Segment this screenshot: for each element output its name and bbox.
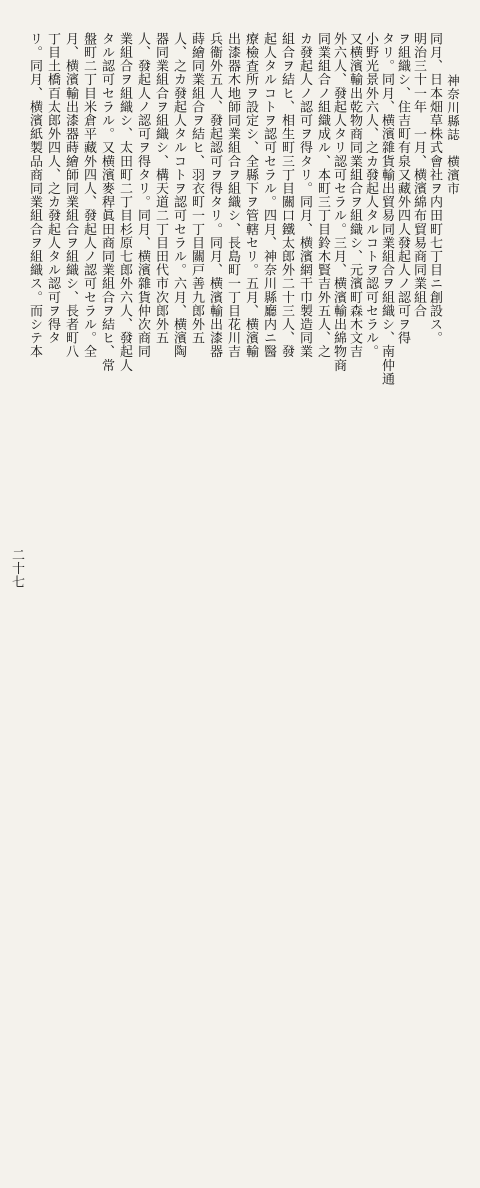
text-column-21: 出漆器木地師同業組合ヲ組織シ、長島町一丁目花川吉 xyxy=(225,32,240,359)
text-column-27: 業組合ヲ組織シ、太田町二丁目杉原七郎外六人、發起人 xyxy=(117,32,132,372)
text-column-10: 明治三十一年 一月、横濱綿布貿易商同業組合 xyxy=(411,32,426,318)
running-head: 神奈川縣誌 横濱市 xyxy=(445,74,461,196)
text-column-14: 又横濱輸出乾物商同業組合ヲ組織シ、元濱町森木文吉 xyxy=(347,32,362,359)
page-number: 二十七 xyxy=(9,548,24,589)
text-column-11: ヲ組織シ、住吉町有泉又藏外四人發起人ノ認可ヲ得 xyxy=(395,32,410,345)
text-column-23: 蒔繪同業組合ヲ結ヒ、羽衣町一丁目關戸善九郎外五 xyxy=(189,32,204,345)
text-column-29: 盤町二丁目米倉平藏外四人、發起人ノ認可セラル。全 xyxy=(81,32,96,359)
text-column-13: 小野光景外六人、之カ發起人タルコトヲ認可セラル。 xyxy=(363,32,378,359)
text-column-16: 同業組合ノ組織成ル、本町三丁目鈴木賢吉外五人、之 xyxy=(315,32,330,359)
text-column-15: 外六人、發起人タリ認可セラル。三月、横濱輸出綿物商 xyxy=(331,32,346,372)
text-column-26: 人、發起人ノ認可ヲ得タリ。同月、横濱雜貨仲次商同 xyxy=(135,32,150,359)
text-column-24: 人、之カ發起人タルコトヲ認可セラル。六月、横濱陶 xyxy=(171,32,186,359)
text-column-31: 丁目土橋百太郎外四人、之カ發起人タル認可ヲ得タ xyxy=(45,32,60,345)
text-column-18: 組合ヲ結ヒ、相生町三丁目關口鐵太郎外二十三人、發 xyxy=(279,32,294,359)
text-column-32: リ。同月、横濱紙製品商同業組合ヲ組織ス。而シテ本 xyxy=(27,32,42,359)
text-column-17: カ發起人ノ認可ヲ得タリ。同月、横濱網干巾製造同業 xyxy=(297,32,312,359)
text-column-25: 器同業組合ヲ組織シ、構天道二丁目田代市次郎外五 xyxy=(153,32,168,345)
text-column-12: タリ。同月、横濱雜貨輸出貿易同業組合ヲ組織シ、南仲通 xyxy=(379,32,394,386)
text-column-22: 兵衞外五人、發起認可ヲ得タリ。同月、横濱輸出漆器 xyxy=(207,32,222,359)
text-column-28: タル認可セラル。又横濱麥稈眞田商同業組合ヲ結ヒ、常 xyxy=(99,32,114,372)
text-column-09: 同月、日本畑草株式會社ヲ内田町七丁目ニ創設ス。 xyxy=(427,32,442,345)
text-column-30: 月、横濱輸出漆器蒔繪師同業組合ヲ組織シ、長者町八 xyxy=(63,32,78,359)
text-column-20: 療檢査所ヲ設定シ、全縣下ヲ管轄セリ。五月、横濱輸 xyxy=(243,32,258,359)
text-column-19: 起人タルコトヲ認可セラル。四月、神奈川縣廳内ニ醫 xyxy=(261,32,276,359)
